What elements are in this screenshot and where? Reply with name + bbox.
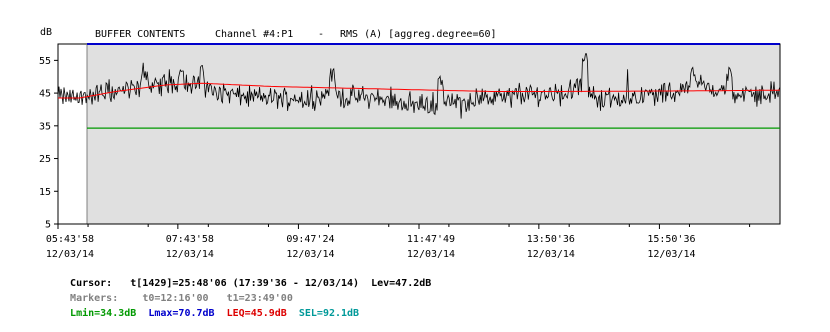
leq-value: LEQ=45.9dB [226, 308, 287, 319]
y-axis [39, 56, 58, 231]
lmin-value: Lmin=34.3dB [70, 308, 137, 319]
lmax-value: Lmax=70.7dB [148, 308, 215, 319]
marker-t0[interactable]: t0=12:16'00 [142, 293, 209, 304]
y-tick-label: 35 [38, 121, 51, 133]
cursor-level: Lev=47.2dB [371, 278, 432, 289]
markers-label: Markers: [70, 293, 119, 304]
x-tick-date: 12/03/14 [526, 249, 575, 260]
x-tick-time: 13:50'36 [526, 234, 575, 245]
x-tick-time: 09:47'24 [286, 234, 335, 245]
x-tick-time: 15:50'36 [647, 234, 696, 245]
cursor-value: t[1429]=25:48'06 (17:39'36 - 12/03/14) [130, 278, 360, 289]
y-tick-label: 15 [38, 186, 51, 198]
stats-line [58, 296, 359, 320]
y-tick-label: 55 [38, 55, 51, 67]
y-tick-label: 5 [44, 219, 51, 231]
x-tick-date: 12/03/14 [647, 249, 696, 260]
y-tick-label: 25 [38, 154, 51, 166]
plot-area[interactable] [87, 44, 780, 224]
sel-value: SEL=92.1dB [298, 308, 360, 319]
buffer-title: BUFFER CONTENTS [95, 29, 186, 40]
x-tick-date: 12/03/14 [165, 249, 214, 260]
channel-label: Channel #4:P1 [215, 29, 294, 40]
x-tick-date: 12/03/14 [286, 249, 335, 260]
mode-label: RMS (A) [aggreg.degree=60] [340, 29, 497, 40]
header-separator: - [318, 29, 325, 40]
marker-t1[interactable]: t1=23:49'00 [226, 293, 293, 304]
cursor-label: Cursor: [70, 278, 113, 289]
x-tick-time: 11:47'49 [406, 234, 456, 245]
x-tick-time: 07:43'58 [165, 234, 214, 245]
x-tick-date: 12/03/14 [406, 249, 456, 260]
x-tick-date: 12/03/14 [45, 249, 95, 260]
y-tick-label: 45 [38, 88, 51, 100]
x-axis [46, 224, 750, 260]
y-unit-label: dB [40, 27, 53, 38]
x-tick-time: 05:43'58 [45, 234, 95, 245]
